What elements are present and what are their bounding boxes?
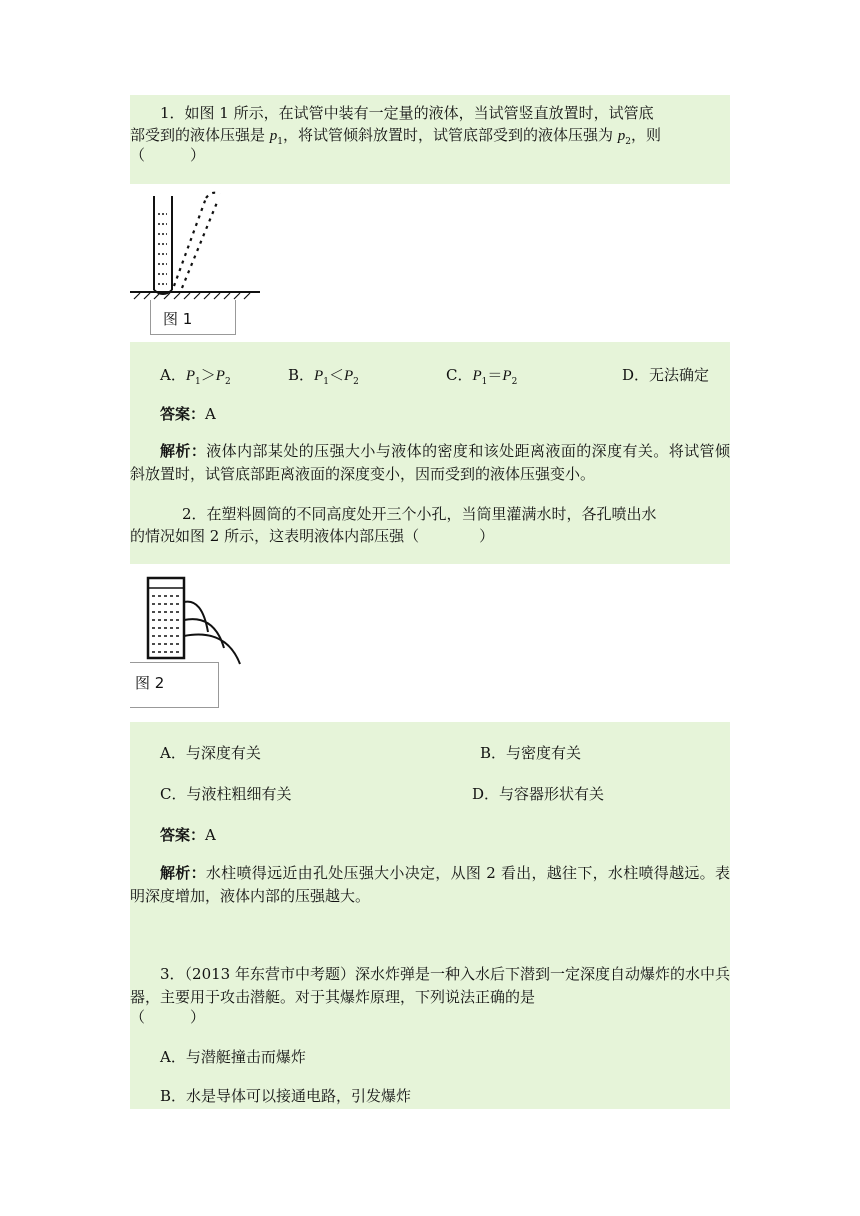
question-2-answer-block bbox=[130, 722, 730, 914]
question-1-stem-block bbox=[130, 95, 730, 184]
option-2a: A．与深度有关 bbox=[160, 744, 261, 762]
option-2d: D．与容器形状有关 bbox=[472, 785, 605, 803]
figure-2-caption: 图 2 bbox=[135, 674, 165, 692]
option-1a: A．$P_1>P_2$ bbox=[160, 366, 231, 387]
figure-1 bbox=[130, 186, 270, 336]
option-1c: C．$P_1=P_2$ bbox=[446, 366, 518, 387]
question-3-paren: （ ） bbox=[130, 1008, 206, 1026]
answer-2: 答案：A bbox=[160, 826, 216, 844]
answer-1: 答案：A bbox=[160, 405, 216, 423]
analysis-2: 解析：水柱喷得远近由孔处压强大小决定，从图 2 看出，越往下，水柱喷得越远。表明深度增加，液体内部的压强越大。 bbox=[130, 864, 730, 905]
option-2c: C．与液柱粗细有关 bbox=[160, 785, 292, 803]
cylinder-jets-figure bbox=[130, 572, 250, 667]
question-2-line-2: 的情况如图 2 所示，这表明液体内部压强（ ） bbox=[130, 527, 495, 545]
test-tube-figure bbox=[130, 186, 270, 301]
question-3-block bbox=[130, 914, 730, 1109]
figure-1-caption: 图 1 bbox=[163, 310, 193, 328]
analysis-1: 解析：液体内部某处的压强大小与液体的密度和该处距离液面的深度有关。将试管倾斜放置时，试管底部距离液面的深度变小，因而受到的液体压强变小。 bbox=[130, 442, 730, 483]
question-2-line-1: 2．在塑料圆筒的不同高度处开三个小孔，当筒里灌满水时，各孔喷出水 bbox=[182, 505, 657, 523]
option-1b: B．$P_1<P_2$ bbox=[288, 366, 359, 387]
question-1-line-1: 1．如图 1 所示，在试管中装有一定量的液体，当试管竖直放置时，试管底 bbox=[160, 104, 654, 122]
question-1-line-3: （ ） bbox=[130, 146, 206, 164]
question-1-line-2: 部受到的液体压强是 $p_1$，将试管倾斜放置时，试管底部受到的液体压强为 $p_2$，则 bbox=[130, 126, 662, 147]
option-1d: D．无法确定 bbox=[622, 366, 710, 384]
option-2b: B．与密度有关 bbox=[480, 744, 582, 762]
question-1-answer-block bbox=[130, 342, 730, 564]
option-3a: A．与潜艇撞击而爆炸 bbox=[160, 1048, 306, 1066]
option-3b: B．水是导体可以接通电路，引发爆炸 bbox=[160, 1087, 412, 1105]
figure-2 bbox=[130, 572, 250, 712]
question-3-stem: 3．（2013 年东营市中考题）深水炸弹是一种入水后下潜到一定深度自动爆炸的水中兵器，主要用于攻击潜艇。对于其爆炸原理，下列说法正确的是 bbox=[130, 965, 730, 1006]
